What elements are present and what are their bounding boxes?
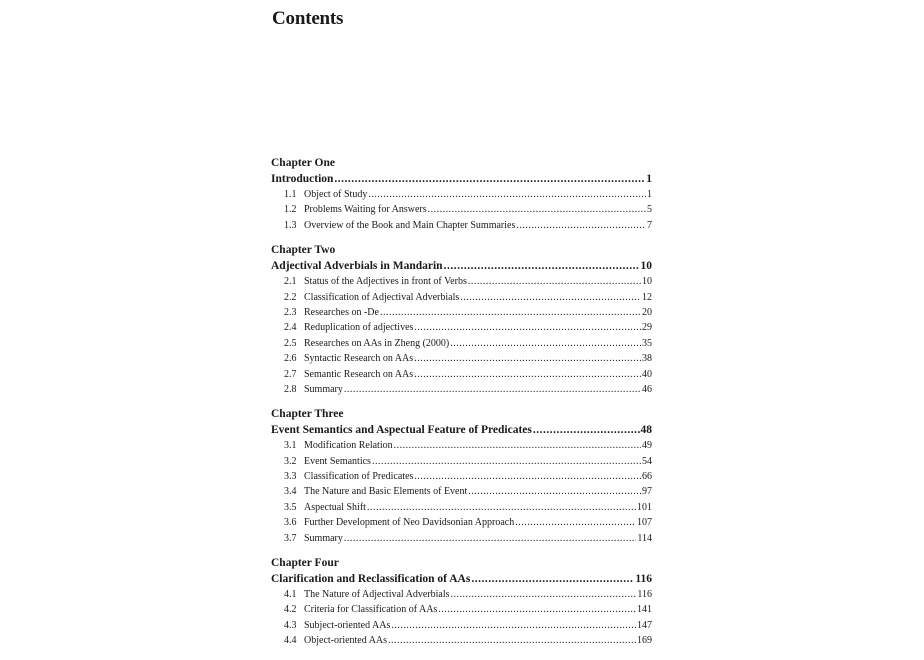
section-entry[interactable]	[271, 367, 652, 382]
dot-leader	[388, 633, 636, 648]
chapter-heading-entry[interactable]	[271, 258, 652, 274]
section-entry[interactable]	[271, 218, 652, 233]
chapter-block	[271, 155, 652, 233]
table-of-contents	[271, 155, 652, 658]
page-number: 169	[637, 635, 652, 647]
page-number: 114	[637, 532, 652, 544]
chapter-heading-entry[interactable]	[271, 571, 652, 587]
page-number: 29	[642, 322, 652, 334]
section-title: Criteria for Classification of AAs	[304, 604, 438, 616]
page-number: 107	[637, 517, 652, 529]
section-entry[interactable]	[271, 484, 652, 499]
section-number: 3.4	[284, 486, 297, 498]
section-number: 1.3	[284, 219, 297, 231]
chapter-heading-entry[interactable]	[271, 422, 652, 438]
section-number: 3.1	[284, 440, 297, 452]
section-title: Problems Waiting for Answers	[304, 204, 427, 216]
page-number: 116	[637, 589, 652, 601]
section-title: The Nature of Adjectival Adverbials	[304, 589, 450, 601]
dot-leader	[438, 602, 636, 617]
page-number: 54	[642, 455, 652, 467]
page-number: 38	[642, 353, 652, 365]
dot-leader	[372, 454, 641, 469]
section-title: Object of Study	[304, 189, 368, 200]
section-number: 3.5	[284, 501, 297, 513]
section-title: Object-oriented AAs	[304, 635, 388, 647]
section-entry[interactable]	[271, 469, 652, 484]
section-number: 4.2	[284, 604, 297, 616]
chapter-heading-title: Event Semantics and Aspectual Feature of Predicates	[271, 424, 532, 437]
section-number: 1.2	[284, 204, 297, 216]
section-entry[interactable]	[271, 618, 652, 633]
chapter-heading-title: Introduction	[271, 173, 334, 185]
page-number: 101	[637, 501, 652, 513]
section-entry[interactable]	[271, 633, 652, 648]
section-title: Event Semantics	[304, 455, 371, 467]
page-number: 147	[637, 619, 652, 631]
section-entry[interactable]	[271, 202, 652, 217]
section-number: 1.1	[284, 189, 297, 200]
dot-leader	[344, 531, 636, 546]
section-title: Summary	[304, 532, 343, 544]
section-title: Classification of Predicates	[304, 471, 414, 483]
dot-leader	[428, 202, 646, 217]
dot-leader	[334, 171, 645, 187]
page-number: 116	[635, 573, 652, 586]
dot-leader	[414, 320, 641, 335]
section-number: 2.7	[284, 368, 297, 380]
dot-leader	[516, 218, 646, 233]
section-title: Semantic Research on AAs	[304, 368, 414, 380]
section-number: 2.4	[284, 322, 297, 334]
dot-leader	[391, 618, 636, 633]
section-number: 4.3	[284, 619, 297, 631]
section-title: Researches on -De	[304, 306, 379, 318]
section-title: Overview of the Book and Main Chapter Summaries	[304, 219, 516, 231]
section-entry[interactable]	[271, 531, 652, 546]
dot-leader	[515, 515, 636, 530]
chapter-heading-title: Adjectival Adverbials in Mandarin	[271, 260, 443, 273]
section-number: 3.3	[284, 471, 297, 483]
chapter-heading-title: Clarification and Reclassification of AAs	[271, 573, 471, 586]
section-entry[interactable]	[271, 382, 652, 397]
chapter-label: Chapter Three	[271, 408, 344, 421]
section-entry[interactable]	[271, 500, 652, 515]
dot-leader	[367, 500, 636, 515]
section-entry[interactable]	[271, 515, 652, 530]
chapter-heading-entry[interactable]	[271, 171, 652, 187]
section-title: Summary	[304, 383, 343, 395]
section-title: Researches on AAs in Zheng (2000)	[304, 337, 450, 349]
dot-leader	[451, 587, 637, 602]
page-number: 10	[642, 276, 652, 288]
page-title: Contents	[272, 8, 344, 29]
chapter-block	[271, 555, 652, 649]
section-title: The Nature and Basic Elements of Event	[304, 486, 468, 498]
dot-leader	[414, 367, 641, 382]
section-title: Classification of Adjectival Adverbials	[304, 291, 460, 303]
dot-leader	[414, 469, 641, 484]
section-entry[interactable]	[271, 438, 652, 453]
page-number: 40	[642, 368, 652, 380]
section-entry[interactable]	[271, 587, 652, 602]
page-number: 20	[642, 306, 652, 318]
section-number: 2.3	[284, 306, 297, 318]
section-entry[interactable]	[271, 187, 652, 202]
page-number: 66	[642, 471, 652, 483]
section-number: 2.6	[284, 353, 297, 365]
dot-leader	[460, 290, 641, 305]
section-entry[interactable]	[271, 336, 652, 351]
page-number: 5	[647, 204, 652, 216]
section-number: 2.8	[284, 383, 297, 395]
section-entry[interactable]	[271, 290, 652, 305]
section-number: 3.7	[284, 532, 297, 544]
dot-leader	[468, 484, 641, 499]
section-title: Further Development of Neo Davidsonian Approach	[304, 517, 515, 529]
section-entry[interactable]	[271, 454, 652, 469]
dot-leader	[533, 422, 640, 438]
dot-leader	[471, 571, 634, 587]
dot-leader	[414, 351, 641, 366]
dot-leader	[344, 382, 641, 397]
section-title: Syntactic Research on AAs	[304, 353, 414, 365]
page-number: 7	[647, 219, 652, 231]
chapter-label: Chapter Four	[271, 557, 339, 570]
page-number: 48	[640, 424, 652, 437]
page-number: 97	[642, 486, 652, 498]
page-number: 46	[642, 383, 652, 395]
section-number: 4.4	[284, 635, 297, 647]
section-number: 2.1	[284, 276, 297, 288]
page-number: 1	[646, 173, 652, 185]
dot-leader	[444, 258, 640, 274]
page-number: 1	[647, 189, 652, 200]
section-number: 2.2	[284, 291, 297, 303]
section-entry[interactable]	[271, 320, 652, 335]
section-title: Aspectual Shift	[304, 501, 366, 513]
section-title: Status of the Adjectives in front of Verbs	[304, 276, 467, 288]
section-number: 3.6	[284, 517, 297, 529]
chapter-label: Chapter One	[271, 157, 335, 169]
page-number: 35	[642, 337, 652, 349]
dot-leader	[450, 336, 641, 351]
dot-leader	[368, 187, 646, 202]
page-number: 141	[637, 604, 652, 616]
chapter-block	[271, 406, 652, 546]
section-entry[interactable]	[271, 305, 652, 320]
page-number: 49	[642, 440, 652, 452]
dot-leader	[380, 305, 641, 320]
section-entry[interactable]	[271, 274, 652, 289]
section-number: 3.2	[284, 455, 297, 467]
section-title: Reduplication of adjectives	[304, 322, 414, 334]
section-entry[interactable]	[271, 602, 652, 617]
dot-leader	[394, 438, 641, 453]
chapter-block	[271, 242, 652, 397]
page-number: 10	[640, 260, 652, 273]
page-number: 12	[642, 291, 652, 303]
section-title: Subject-oriented AAs	[304, 619, 391, 631]
section-number: 4.1	[284, 589, 297, 601]
section-number: 2.5	[284, 337, 297, 349]
section-title: Modification Relation	[304, 440, 393, 452]
dot-leader	[468, 274, 641, 289]
chapter-label: Chapter Two	[271, 244, 336, 257]
section-entry[interactable]	[271, 351, 652, 366]
